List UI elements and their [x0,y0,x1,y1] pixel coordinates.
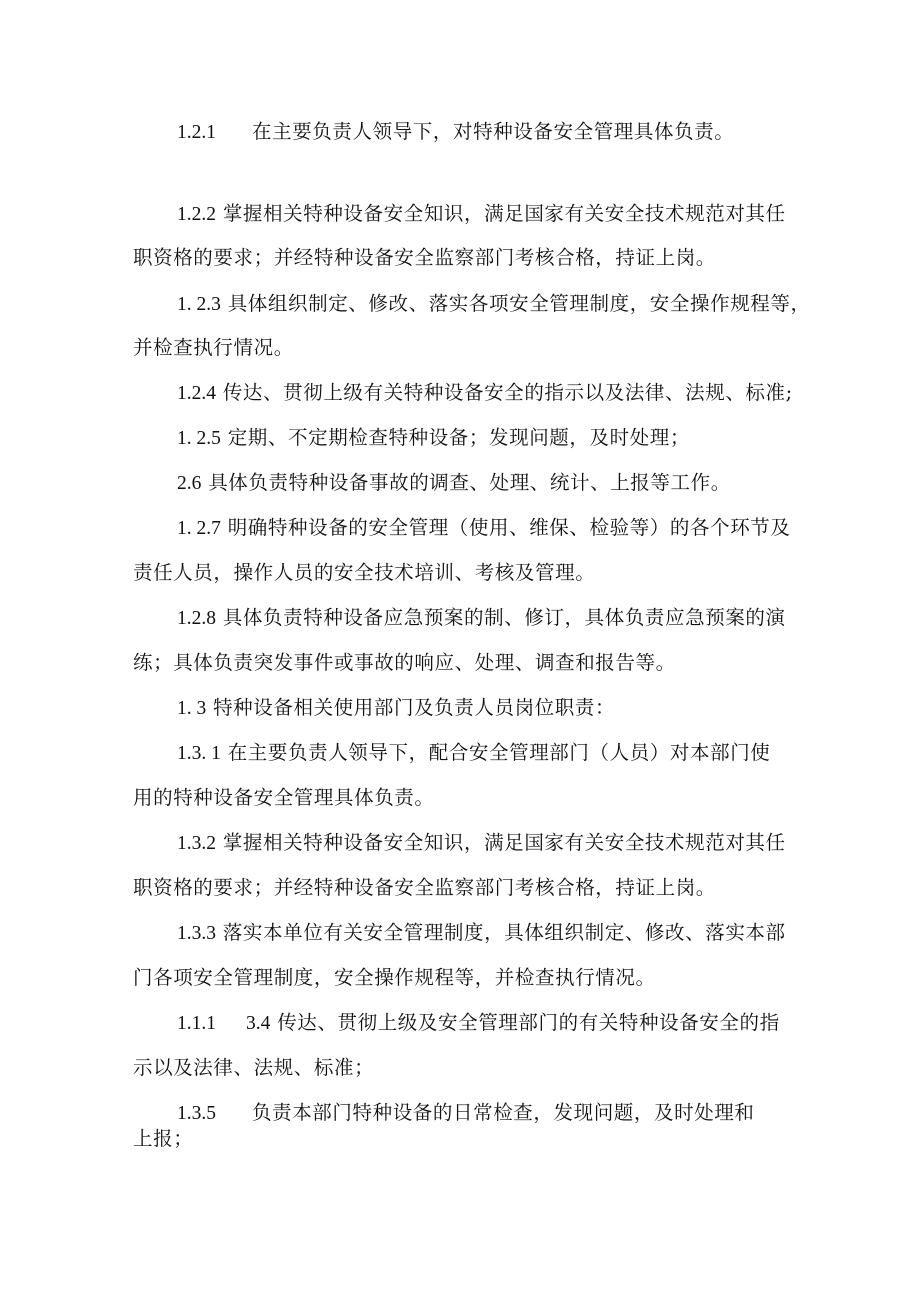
paragraph-13-line-2 [133,1053,374,1083]
paragraph-8-line-2 [133,648,676,678]
paragraph-1-number: 1.2.1 [177,122,216,143]
paragraph-6-text-1: 具体负责特种设备事故的调查、处理、统计、上报等工作。 [208,471,731,494]
paragraph-11-number: 1.3.2 [177,833,216,854]
paragraph-7-line-2 [133,558,595,588]
paragraph-9-number: 1. 3 [177,698,207,719]
paragraph-3-text-1: 具体组织制定、修改、落实各项安全管理制度，安全操作规程等， [227,292,811,315]
paragraph-11-text-1: 掌握相关特种设备安全知识，满足国家有关安全技术规范对其任 [222,831,786,854]
paragraph-10-line-1 [177,738,770,769]
paragraph-5-line-1 [177,423,690,454]
paragraph-3-number: 1. 2.3 [177,294,221,315]
paragraph-10-text-1: 在主要负责人领导下，配合安全管理部门（人员）对本部门使 [227,741,771,764]
paragraph-10-number: 1.3. 1 [177,743,221,764]
paragraph-5-number: 1. 2.5 [177,428,221,449]
paragraph-4-line-1 [177,378,793,409]
paragraph-7-number: 1. 2.7 [177,518,221,539]
paragraph-11-line-1 [177,828,786,859]
paragraph-13-subnumber: 3.4 [246,1013,271,1034]
paragraph-1-text: 在主要负责人领导下，对特种设备安全管理具体负责。 [252,120,735,143]
paragraph-3-line-1 [177,289,811,320]
paragraph-13-text-2: 示以及法律、法规、标准； [133,1056,375,1079]
paragraph-2-number: 1.2.2 [177,204,216,225]
paragraph-11-line-2 [133,873,716,903]
paragraph-10-text-2: 用的特种设备安全管理具体负责。 [133,786,435,809]
paragraph-11-text-2: 职资格的要求；并经特种设备安全监察部门考核合格，持证上岗。 [133,876,716,899]
paragraph-5-text-1: 定期、不定期检查特种设备；发现问题，及时处理； [227,426,690,449]
paragraph-8-number: 1.2.8 [177,608,216,629]
paragraph-14-line-1 [177,1098,755,1129]
paragraph-7-text-2: 责任人员，操作人员的安全技术培训、考核及管理。 [133,561,596,584]
paragraph-13-line-1 [177,1008,780,1039]
paragraph-2-line-1 [177,199,786,230]
paragraph-14-number: 1.3.5 [177,1103,216,1124]
paragraph-8-text-2: 练；具体负责突发事件或事故的响应、处理、调查和报告等。 [133,651,676,674]
paragraph-4-text-1: 传达、贯彻上级有关特种设备安全的指示以及法律、法规、标准; [222,381,793,404]
paragraph-8-text-1: 具体负责特种设备应急预案的制、修订，具体负责应急预案的演 [222,606,786,629]
paragraph-12-text-1: 落实本单位有关安全管理制度，具体组织制定、修改、落实本部 [222,921,786,944]
paragraph-14-text-2: 上报； [133,1127,194,1150]
paragraph-13-number: 1.1.1 [177,1013,216,1034]
paragraph-3-text-2: 并检查执行情况。 [133,336,294,359]
paragraph-13-text-1: 传达、贯彻上级及安全管理部门的有关特种设备安全的指 [277,1011,780,1034]
paragraph-12-text-2: 门各项安全管理制度，安全操作规程等，并检查执行情况。 [133,966,656,989]
paragraph-2-text-1: 掌握相关特种设备安全知识，满足国家有关安全技术规范对其任 [222,202,786,225]
paragraph-10-line-2 [133,783,435,813]
paragraph-2-line-2 [133,243,716,273]
paragraph-3-line-2 [133,333,294,363]
paragraph-8-line-1 [177,603,786,634]
paragraph-12-number: 1.3.3 [177,923,216,944]
paragraph-4-number: 1.2.4 [177,383,216,404]
paragraph-6-line-1 [177,468,731,499]
paragraph-14-line-2 [133,1124,193,1154]
paragraph-9-line-1 [177,693,615,724]
paragraph-7-line-1 [177,513,791,544]
paragraph-14-text-1: 负责本部门特种设备的日常检查，发现问题，及时处理和 [252,1101,755,1124]
paragraph-12-line-2 [133,963,656,993]
paragraph-9-text-1: 特种设备相关使用部门及负责人员岗位职责： [213,696,616,719]
paragraph-1-line-1 [177,117,734,148]
paragraph-6-number: 2.6 [177,473,202,494]
paragraph-7-text-1: 明确特种设备的安全管理（使用、维保、检验等）的各个环节及 [227,516,791,539]
paragraph-12-line-1 [177,918,786,949]
paragraph-2-text-2: 职资格的要求；并经特种设备安全监察部门考核合格，持证上岗。 [133,246,716,269]
